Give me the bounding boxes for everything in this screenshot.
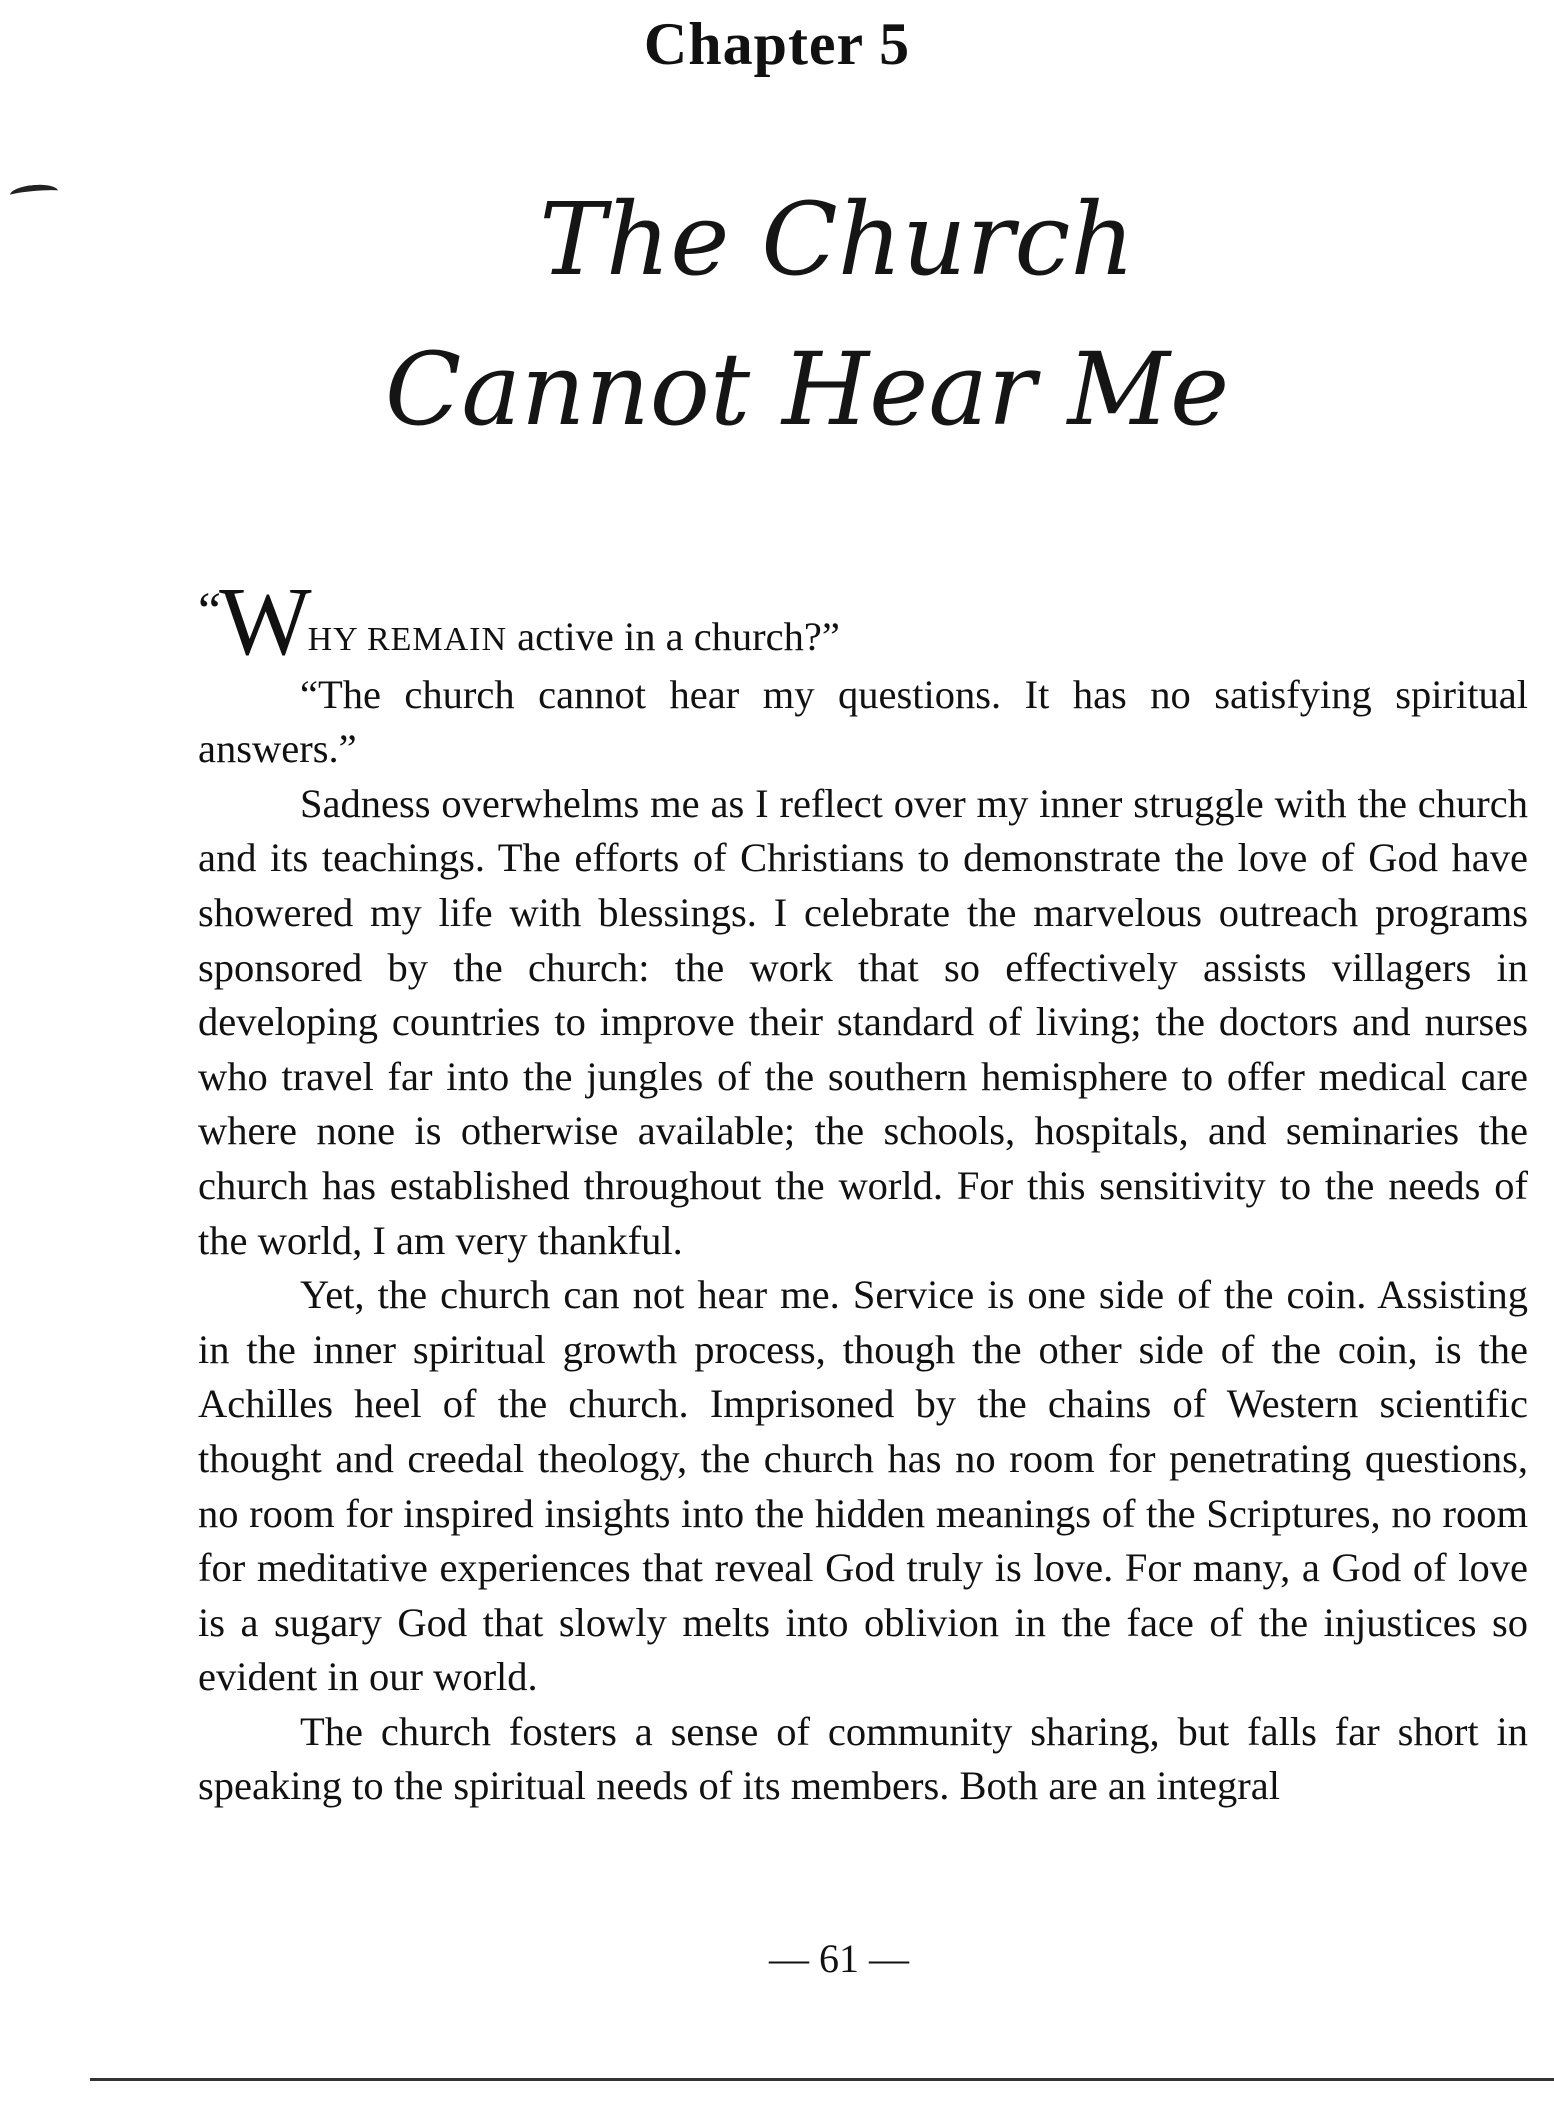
opening-line-rest: active in a church?” xyxy=(507,614,840,659)
paragraph-3: Yet, the church can not hear me. Service is one side of the coin. Assisting in the inner spiritual growth process, though the other side of the coin, is the Achilles heel of the church. Imprisoned by the chains of Western scientific thought and creedal theology, the church has no room for penetrating questions, no room for inspired insights into the hidden meanings of the Scriptures, no room for meditative experiences that reveal God truly is love. For many, a God of love is a sugary God that slowly melts into oblivion in the face of the injustices so evident in our world. xyxy=(198,1272,1528,1700)
paragraph-4: The church fosters a sense of community sharing, but falls far short in speaking to the spiritual needs of its members. Both are an integral xyxy=(198,1708,1528,1809)
opening-quote-mark: “ xyxy=(198,583,220,640)
paragraph-2: Sadness overwhelms me as I reflect over my inner struggle with the church and its teachings. The efforts of Christians to demonstrate the love of God have showered my life with blessings. I celebrate the marvelous outreach programs sponsored by the church: the work that so effectively assists villagers in developing countries to improve their standard of living; the doctors and nurses who travel far into the jungles of the southern hemisphere to offer medical care where none is otherwise available; the schools, hospitals, and seminaries the church has established throughout the world. For this sensitivity to the needs of the world, I am very thankful. xyxy=(198,780,1528,1263)
chapter-title-line-2: Cannot Hear Me xyxy=(384,331,1230,448)
stray-ink-mark xyxy=(9,183,58,203)
chapter-title-line-1: The Church xyxy=(539,181,1135,298)
opening-line xyxy=(198,568,1528,676)
body-text xyxy=(198,568,1528,1814)
paragraph-1: “The church cannot hear my questions. It has no satisfying spiritual answers.” xyxy=(198,671,1528,772)
bottom-rule-line xyxy=(90,2078,1554,2081)
small-caps-words: HY REMAIN xyxy=(307,621,508,658)
drop-cap-letter: W xyxy=(219,568,312,676)
chapter-label: Chapter 5 xyxy=(643,11,911,77)
page-number: — 61 — xyxy=(769,1936,909,1981)
